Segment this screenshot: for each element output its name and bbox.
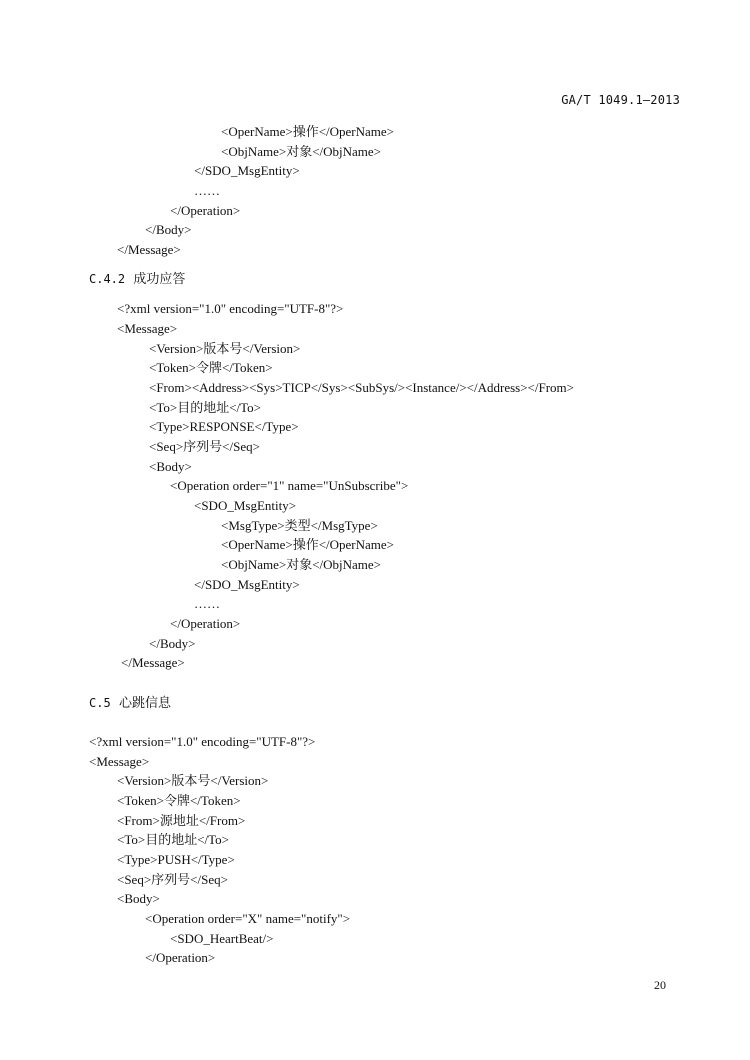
code-line: <SDO_HeartBeat/> bbox=[170, 931, 274, 946]
code-line: <To>目的地址</To> bbox=[117, 832, 230, 847]
code-line: <SDO_MsgEntity> bbox=[194, 498, 297, 513]
code-line: <Type>RESPONSE</Type> bbox=[149, 419, 299, 434]
section-heading-c42 bbox=[89, 271, 185, 288]
code-line: </Body> bbox=[145, 222, 192, 237]
code-line: <Operation order="1" name="UnSubscribe"> bbox=[170, 478, 409, 493]
section-title: 成功应答 bbox=[133, 272, 186, 287]
section-heading-c5 bbox=[89, 695, 171, 712]
code-line: </SDO_MsgEntity> bbox=[194, 577, 300, 592]
page-number: 20 bbox=[654, 978, 666, 992]
code-line: <To>目的地址</To> bbox=[149, 400, 262, 415]
code-line: <Seq>序列号</Seq> bbox=[149, 439, 260, 454]
code-line: </Message> bbox=[117, 242, 181, 257]
code-line: <MsgType>类型</MsgType> bbox=[221, 518, 378, 533]
section-title: 心跳信息 bbox=[118, 696, 171, 711]
code-line: <?xml version="1.0" encoding="UTF-8"?> bbox=[117, 301, 344, 316]
code-line: <ObjName>对象</ObjName> bbox=[221, 557, 382, 572]
code-line: </Operation> bbox=[170, 203, 241, 218]
code-line: <Body> bbox=[117, 891, 160, 906]
code-line: </Operation> bbox=[145, 950, 216, 965]
code-line: <OperName>操作</OperName> bbox=[221, 537, 394, 552]
code-line: <Token>令牌</Token> bbox=[149, 360, 273, 375]
code-line: </Message> bbox=[121, 655, 185, 670]
code-line: <From><Address><Sys>TICP</Sys><SubSys/><Instance/></Address></From> bbox=[149, 380, 574, 395]
code-line: <Body> bbox=[149, 459, 192, 474]
code-line: <?xml version="1.0" encoding="UTF-8"?> bbox=[89, 734, 316, 749]
code-line: <Type>PUSH</Type> bbox=[117, 852, 235, 867]
code-line: <From>源地址</From> bbox=[117, 813, 246, 828]
code-line: <Message> bbox=[89, 754, 150, 769]
section-number: C.4.2 bbox=[89, 272, 126, 286]
code-line: …… bbox=[194, 183, 220, 198]
code-line: </SDO_MsgEntity> bbox=[194, 163, 300, 178]
code-line: <Version>版本号</Version> bbox=[149, 341, 301, 356]
code-line: <Token>令牌</Token> bbox=[117, 793, 241, 808]
code-line: …… bbox=[194, 596, 220, 611]
code-line: <Message> bbox=[117, 321, 178, 336]
code-line: <Seq>序列号</Seq> bbox=[117, 872, 228, 887]
code-line: <Operation order="X" name="notify"> bbox=[145, 911, 351, 926]
code-line: <ObjName>对象</ObjName> bbox=[221, 144, 382, 159]
code-line: </Operation> bbox=[170, 616, 241, 631]
document-code: GA/T 1049.1—2013 bbox=[561, 93, 680, 107]
code-line: </Body> bbox=[149, 636, 196, 651]
code-line: <OperName>操作</OperName> bbox=[221, 124, 394, 139]
section-number: C.5 bbox=[89, 696, 111, 710]
code-line: <Version>版本号</Version> bbox=[117, 773, 269, 788]
